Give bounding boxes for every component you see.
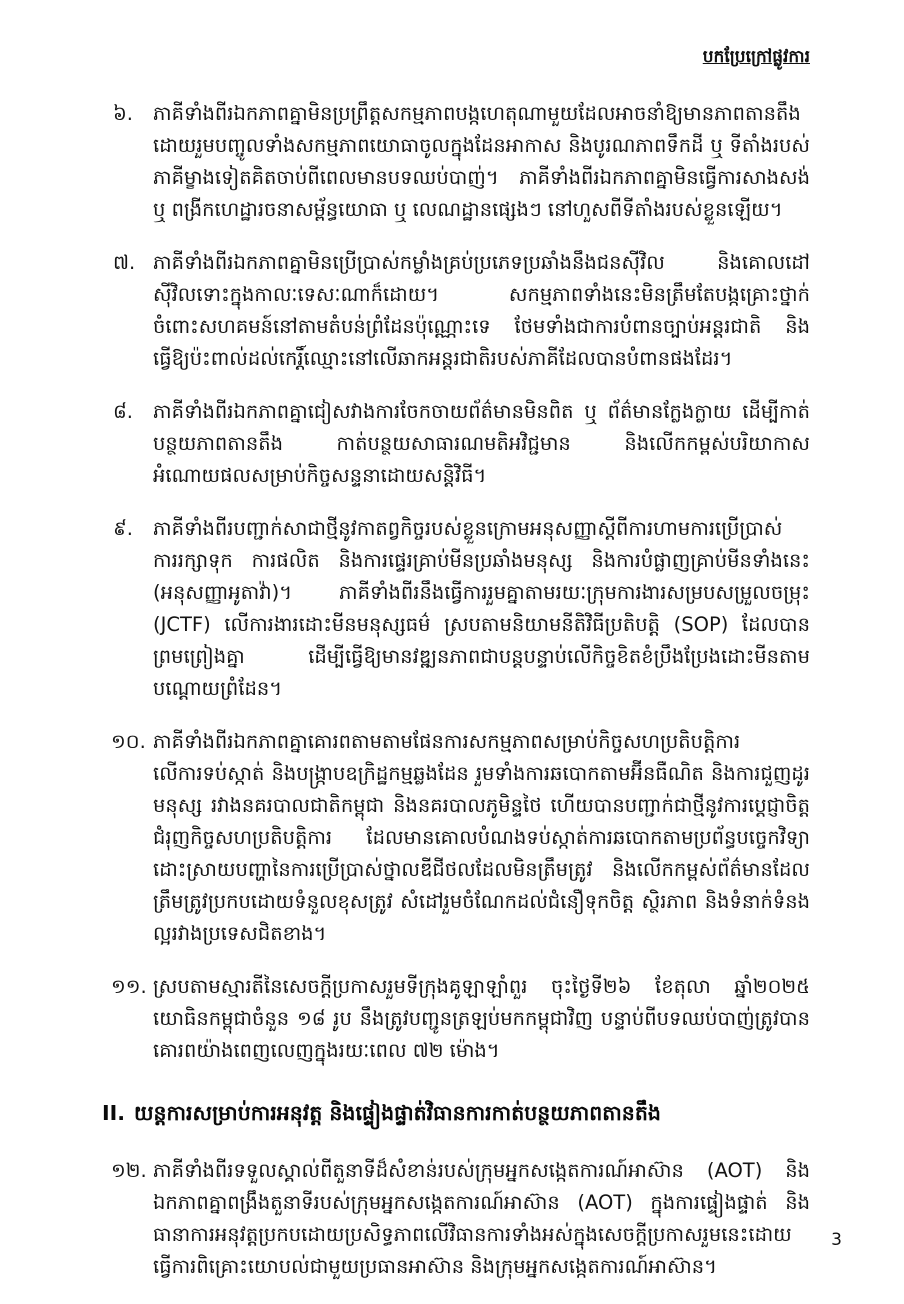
item-text: ភាគីទាំងពីរឯកភាពគ្នាគោរពតាមតាមផែនការសកម្មភាពសម្រាប់កិច្ចសហប្រតិបត្តិការលើការទប់ស្កាត់ និងបង្ក្រាបឧក្រិដ្ឋកម្មឆ្លងដែន រួមទាំងការឆបោកតាមអ៊ីនធឺណិត និងការជួញដូរមនុស្ស រវាងនគរបាលជាតិកម្ពុជា និងនគរបាលភូមិន្ទថៃ ហើយបានបញ្ជាក់ជាថ្មីនូវការប្តេជ្ញាចិត្តជំរុញកិច្ចសហប្រតិបត្តិការ ដែលមានគោលបំណងទប់ស្កាត់ការឆបោកតាមប្រព័ន្ធបច្ចេកវិទ្យា ដោះស្រាយបញ្ហានៃការប្រើប្រាស់ថ្នាលឌីជីថលដែលមិនត្រឹមត្រូវ និងលើកកម្ពស់ព័ត៌មានដែលត្រឹមត្រូវប្រកបដោយទំនួលខុសត្រូវ សំដៅរួមចំណែកដល់ជំនឿទុកចិត្ត ស្ថិរភាព និងទំនាក់ទំនងល្អរវាងប្រទេសជិតខាង។	[153, 730, 810, 945]
list-item-10	[113, 726, 810, 950]
item-text: ភាគីទាំងពីរបញ្ជាក់សាជាថ្មីនូវកាតព្វកិច្ចរបស់ខ្លួនក្រោមអនុសញ្ញាស្តីពីការហាមការប្រើប្រាស់ ការរក្សាទុក ការផលិត និងការផ្ទេរគ្រាប់មីនប្រឆាំងមនុស្ស និងការបំផ្លាញគ្រាប់មីនទាំងនេះ (អនុសញ្ញាអូតាវ៉ា)។ ភាគីទាំងពីរនឹងធ្វើការរួមគ្នាតាមរយៈក្រុមការងារសម្របសម្រួលចម្រុះ (JCTF) លើការងារដោះមីនមនុស្សធម៌ ស្របតាមនិយាមនីតិវិធីប្រតិបត្តិ (SOP) ដែលបានព្រមព្រៀងគ្នា ដើម្បីធ្វើឱ្យមានវឌ្ឍនភាពជាបន្តបន្ទាប់លើកិច្ចខិតខំប្រឹងប្រែងដោះមីនតាមបណ្តោយព្រំដែន។	[153, 517, 810, 700]
item-number: ១២.	[111, 1159, 147, 1182]
item-number: ៨.	[113, 400, 134, 423]
list-item-12	[113, 1155, 810, 1283]
list-item-7	[113, 247, 810, 375]
item-text: ភាគីទាំងពីរឯកភាពគ្នាមិនប្រើប្រាស់កម្លាំងគ្រប់ប្រភេទប្រឆាំងនឹងជនស៊ីវិល និងគោលដៅស៊ីវិលទោះក្នុងកាលៈទេសៈណាក៏ដោយ។ សកម្មភាពទាំងនេះមិនត្រឹមតែបង្កគ្រោះថ្នាក់ចំពោះសហគមន៍នៅតាមតំបន់ព្រំដែនប៉ុណ្ណោះទេ ថែមទាំងជាការបំពានច្បាប់អន្តរជាតិ និងធ្វើឱ្យប៉ះពាល់ដល់កេរ្តិ៍ឈ្មោះនៅលើឆាកអន្តរជាតិរបស់ភាគីដែលបានបំពានផងដែរ។	[153, 251, 810, 370]
item-number: ៩.	[113, 517, 134, 540]
section-title: យន្តការសម្រាប់ការអនុវត្ត និងផ្ទៀងផ្ទាត់វិធានការកាត់បន្ថយភាពតានតឹង	[134, 1101, 661, 1125]
item-number: ១០.	[111, 730, 146, 753]
section-heading-2	[102, 1097, 810, 1129]
list-item-9	[113, 513, 810, 705]
item-text: ភាគីទាំងពីរឯកភាពគ្នាមិនប្រព្រឹត្តសកម្មភាពបង្កហេតុណាមួយដែលអាចនាំឱ្យមានភាពតានតឹង ដោយរួមបញ្ចូលទាំងសកម្មភាពយោធាចូលក្នុងដែនអាកាស និងបូរណភាពទឹកដី ឬ ទីតាំងរបស់ភាគីម្ខាងទៀតគិតចាប់ពីពេលមានបទឈប់បាញ់។ ភាគីទាំងពីរឯកភាពគ្នាមិនធ្វើការសាងសង់ ឬ ពង្រីកហេដ្ឋារចនាសម្ព័ន្ធយោធា ឬ លេណដ្ឋានផ្សេងៗ នៅហួសពីទីតាំងរបស់ខ្លួនឡើយ។	[153, 102, 810, 221]
item-text: ភាគីទាំងពីរទទួលស្គាល់ពីតួនាទីដ៏សំខាន់របស់ក្រុមអ្នកសង្កេតការណ៍អាស៊ាន (AOT) និងឯកភាពគ្នាពង្រឹងតួនាទីរបស់ក្រុមអ្នកសង្កេតការណ៍អាស៊ាន (AOT) ក្នុងការផ្ទៀងផ្ទាត់ និងធានាការអនុវត្តប្រកបដោយប្រសិទ្ធភាពលើវិធានការទាំងអស់ក្នុងសេចក្តីប្រកាសរួមនេះដោយធ្វើការពិគ្រោះយោបល់ជាមួយប្រធានអាស៊ាន និងក្រុមអ្នកសង្កេតការណ៍អាស៊ាន។	[153, 1159, 810, 1278]
item-number: ៦.	[113, 102, 134, 125]
item-number: ១១.	[111, 975, 147, 998]
list-item-11	[113, 971, 810, 1067]
page-number: 3	[831, 1230, 842, 1250]
item-text: ភាគីទាំងពីរឯកភាពគ្នាជៀសវាងការចែកចាយព័ត៌មានមិនពិត ឬ ព័ត៌មានក្លែងក្លាយ ដើម្បីកាត់បន្ថយភាពតានតឹង កាត់បន្ថយសាធារណមតិអវិជ្ជមាន និងលើកកម្ពស់បរិយាកាសអំណោយផលសម្រាប់កិច្ចសន្ទនាដោយសន្តិវិធី។	[153, 400, 810, 487]
section-number: II.	[102, 1101, 126, 1125]
document-body	[102, 98, 810, 1304]
list-item-6	[113, 98, 810, 226]
item-text: ស្របតាមស្មារតីនៃសេចក្តីប្រកាសរួមទីក្រុងគូឡាឡាំពួរ ចុះថ្ងៃទី២៦ ខែតុលា ឆ្នាំ២០២៥ យោធិនកម្ពុជាចំនួន ១៨ រូប នឹងត្រូវបញ្ជូនត្រឡប់មកកម្ពុជាវិញ បន្ទាប់ពីបទឈប់បាញ់ត្រូវបានគោរពយ៉ាងពេញលេញក្នុងរយៈពេល ៧២ ម៉ោង។	[153, 975, 810, 1062]
header-unofficial-translation-label: បកប្រែក្រៅផ្លូវការ	[702, 47, 810, 67]
item-number: ៧.	[113, 251, 136, 274]
list-item-8	[113, 396, 810, 492]
